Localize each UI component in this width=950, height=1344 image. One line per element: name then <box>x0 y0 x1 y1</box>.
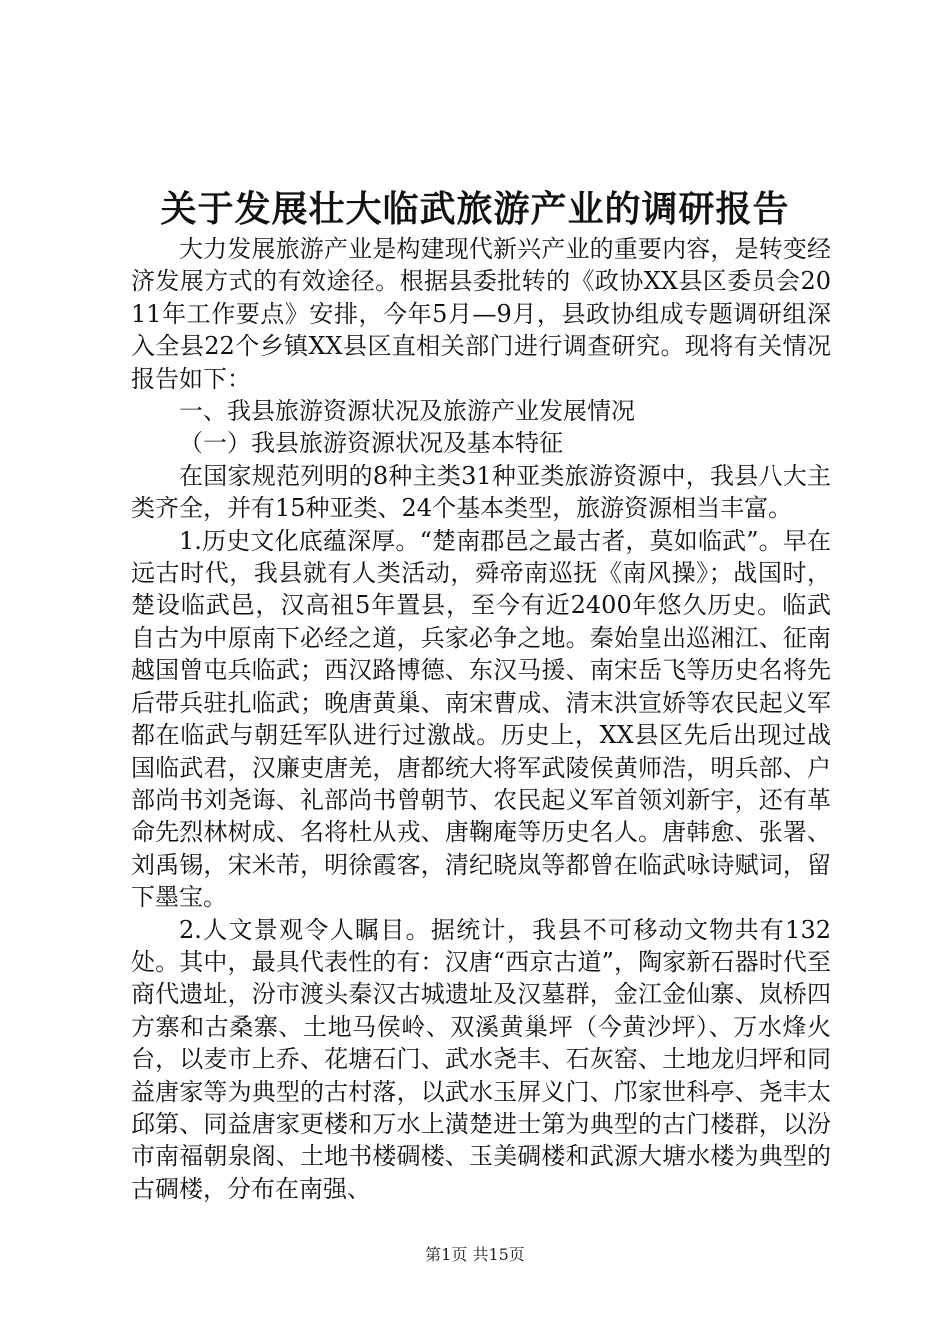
subsection-heading: （一）我县旅游资源状况及基本特征 <box>179 429 563 458</box>
document-body <box>131 233 831 1205</box>
paragraph-history: 1.历史文化底蕴深厚。“楚南郡邑之最古者，莫如临武”。早在远古时代，我县就有人类活动，舜帝南巡抚《南风操》；战国时，楚设临武邑，汉高祖5年置县，至今有近2400年悠久历史。临武自古为中原南下必经之道，兵家必争之地。秦始皇出巡湘江、征南越国曾屯兵临武；西汉路博德、东汉马援、南宋岳飞等历史名将先后带兵驻扎临武；晚唐黄巢、南宋曹成、清末洪宣娇等农民起义军都在临武与朝廷军队进行过激战。历史上，XX县区先后出现过战国临武君，汉廉吏唐羌，唐都统大将军武陵侯黄师浩，明兵部、户部尚书刘尧诲、礼部尚书曾朝节、农民起义军首领刘新宇，还有革命先烈林树成、名将杜从戎、唐鞠庵等历史名人。唐韩愈、张署、刘禹锡，宋米芾，明徐霞客，清纪晓岚等都曾在临武咏诗赋词，留下墨宝。 <box>131 526 831 912</box>
section-heading: 一、我县旅游资源状况及旅游产业发展情况 <box>179 397 635 426</box>
page-number-footer: 第1页 共15页 <box>425 1245 525 1264</box>
document-title: 关于发展壮大临武旅游产业的调研报告 <box>160 188 790 230</box>
paragraph-resources: 在国家规范列明的8种主类31种亚类旅游资源中，我县八大主类齐全，并有15种亚类、24个基本类型，旅游资源相当丰富。 <box>131 461 831 523</box>
paragraph-intro: 大力发展旅游产业是构建现代新兴产业的重要内容，是转变经济发展方式的有效途径。根据县委批转的《政协XX县区委员会2011年工作要点》安排，今年5月—9月，县政协组成专题调研组深入全县22个乡镇XX县区直相关部门进行调查研究。现将有关情况报告如下： <box>131 235 831 393</box>
paragraph-landscape: 2.人文景观令人瞩目。据统计，我县不可移动文物共有132处。其中，最具代表性的有：汉唐“西京古道”，陶家新石器时代至商代遗址，汾市渡头秦汉古城遗址及汉墓群，金江金仙寨、岚桥四方寨和古桑寨、土地马侯岭、双溪黄巢坪（今黄沙坪）、万水烽火台，以麦市上乔、花塘石门、武水尧丰、石灰窑、土地龙归坪和同益唐家等为典型的古村落，以武水玉屏义门、邝家世科亭、尧丰太邱第、同益唐家更楼和万水上潢楚进士第为典型的古门楼群，以汾市南福朝泉阁、土地书楼碉楼、玉美碉楼和武源大塘水楼为典型的古碉楼，分布在南强、 <box>131 915 831 1203</box>
